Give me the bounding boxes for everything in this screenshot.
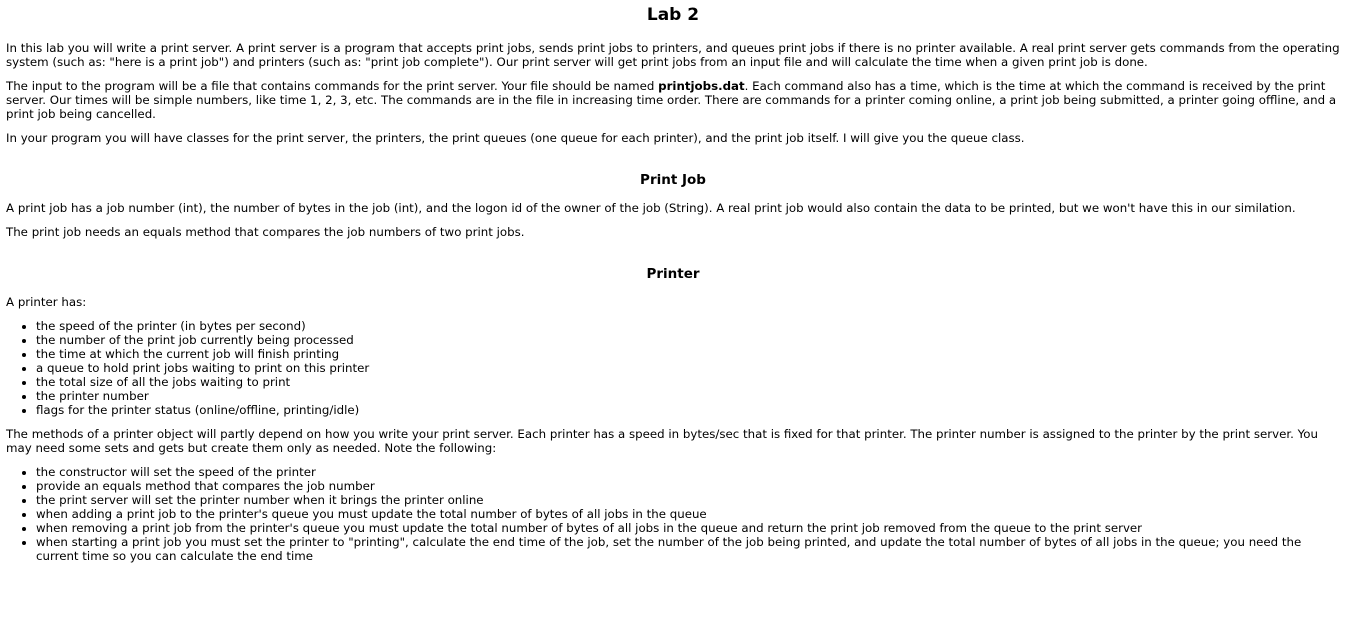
list-item: • the printer number [36,389,1340,403]
intro-p2-after: . Each command also has a time, which is the time at which the command is received by the print server. Our times will be simple numbers, like time 1, 2, 3, etc. The commands are in the file in increasing time order. There are commands for a printer coming online, a print job being submitted, a printer going offline, and a print job being cancelled. [6,79,1337,121]
list-item: • provide an equals method that compares the job number [36,479,1340,493]
list-item: • when removing a print job from the printer's queue you must update the total number of bytes of all jobs in the queue and return the print job removed from the queue to the print server [36,521,1340,535]
list-item: • the constructor will set the speed of the printer [36,465,1340,479]
print-job-paragraph-2: The print job needs an equals method that compares the job numbers of two print jobs. [6,225,525,239]
list-item: • when starting a print job you must set the printer to "printing", calculate the end time of the job, set the number of the job being printed, and update the total number of bytes of all jobs in the queue; you need the current time so you can calculate the end time [36,535,1340,563]
list-item: • a queue to hold print jobs waiting to print on this printer [36,361,1340,375]
printer-attributes-list [6,319,1340,417]
print-job-heading: Print Job [640,172,706,188]
list-item: • the time at which the current job will finish printing [36,347,1340,361]
filename-bold: printjobs.dat [658,79,745,93]
list-item: • the print server will set the printer number when it brings the printer online [36,493,1340,507]
print-job-paragraph-1: A print job has a job number (int), the number of bytes in the job (int), and the logon id of the owner of the job (String). A real print job would also contain the data to be printed, but we won't have this in our similation. [6,201,1296,215]
intro-paragraph-2 [6,79,1340,121]
printer-heading: Printer [646,266,700,282]
intro-paragraph-1: In this lab you will write a print server. A print server is a program that accepts print jobs, sends print jobs to printers, and queues print jobs if there is no printer available. A real print server gets commands from the operating system (such as: "here is a print job") and printers (such as: "print job complete"). Our print server will get print jobs from an input file and will calculate the time when a given print job is done. [6,41,1340,69]
list-item: • when adding a print job to the printer's queue you must update the total number of bytes of all jobs in the queue [36,507,1340,521]
printer-has-label: A printer has: [6,295,87,309]
printer-methods-paragraph: The methods of a printer object will partly depend on how you write your print server. Each printer has a speed in bytes/sec that is fixed for that printer. The printer number is assigned to the printer by the print server. You may need some sets and gets but create them only as needed. Note the following: [6,427,1318,455]
list-item: • the speed of the printer (in bytes per second) [36,319,1340,333]
intro-paragraph-3: In your program you will have classes for the print server, the printers, the print queues (one queue for each printer), and the print job itself. I will give you the queue class. [6,131,1025,145]
list-item: • the total size of all the jobs waiting to print [36,375,1340,389]
intro-p2-before: The input to the program will be a file that contains commands for the print server. Your file should be named [6,79,659,93]
document-page [0,5,1346,563]
page-title: Lab 2 [646,5,700,25]
list-item: • flags for the printer status (online/offline, printing/idle) [36,403,1340,417]
list-item: • the number of the print job currently being processed [36,333,1340,347]
printer-methods-list [6,465,1340,563]
